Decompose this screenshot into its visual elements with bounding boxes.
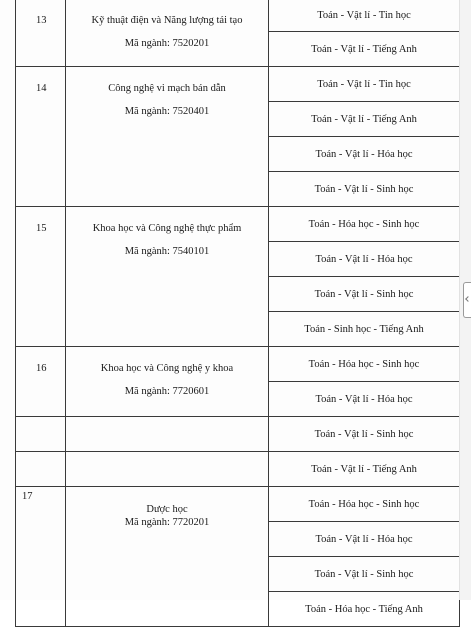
subject-combination: Toán - Hóa học - Sinh học (269, 347, 460, 382)
subject-combination: Toán - Vật lí - Hóa học (269, 382, 460, 417)
major-name: Khoa học và Công nghệ y khoa (100, 363, 234, 374)
subject-combination: Toán - Vật lí - Hóa học (269, 137, 460, 172)
major-cell (66, 487, 269, 627)
empty-cell (16, 452, 66, 487)
major-name: Khoa học và Công nghệ thực phẩm (92, 223, 242, 234)
subject-combination: Toán - Vật lí - Tiếng Anh (269, 32, 460, 67)
major-name: Kỹ thuật điện và Năng lượng tái tạo (91, 15, 243, 26)
major-cell (66, 67, 269, 207)
empty-cell (66, 417, 269, 452)
subject-combination: Toán - Vật lí - Tin học (269, 67, 460, 102)
major-code: Mã ngành: 7540101 (124, 246, 210, 257)
subject-combination: Toán - Sinh học - Tiếng Anh (269, 312, 460, 347)
subject-combination: Toán - Vật lí - Sinh học (269, 557, 460, 592)
major-code: Mã ngành: 7720601 (124, 386, 210, 397)
subject-combination: Toán - Hóa học - Sinh học (269, 207, 460, 242)
table-row (16, 67, 460, 102)
side-panel-toggle-icon[interactable] (463, 282, 471, 318)
empty-cell (66, 452, 269, 487)
majors-table (15, 0, 460, 627)
subject-combination: Toán - Vật lí - Sinh học (269, 277, 460, 312)
major-code: Mã ngành: 7520201 (124, 38, 210, 49)
row-number: 15 (16, 207, 66, 347)
subject-combination: Toán - Vật lí - Sinh học (269, 172, 460, 207)
subject-combination: Toán - Hóa học - Tiếng Anh (269, 592, 460, 627)
subject-combination: Toán - Vật lí - Tiếng Anh (269, 452, 460, 487)
table-row (16, 347, 460, 382)
table-row (16, 452, 460, 487)
major-cell (66, 207, 269, 347)
subject-combination: Toán - Vật lí - Hóa học (269, 522, 460, 557)
subject-combination: Toán - Vật lí - Tiếng Anh (269, 102, 460, 137)
row-number: 17 (16, 487, 66, 627)
major-cell (66, 0, 269, 67)
row-number: 14 (16, 67, 66, 207)
empty-cell (16, 417, 66, 452)
subject-combination: Toán - Vật lí - Hóa học (269, 242, 460, 277)
subject-combination: Toán - Vật lí - Tin học (269, 0, 460, 32)
major-cell (66, 347, 269, 417)
table-row (16, 207, 460, 242)
major-code: Mã ngành: 7720201 (124, 517, 210, 528)
major-name: Công nghệ vi mạch bán dẫn (108, 83, 226, 94)
major-name: Dược học (146, 504, 188, 515)
major-code: Mã ngành: 7520401 (124, 106, 210, 117)
table-row (16, 0, 460, 32)
subject-combination: Toán - Hóa học - Sinh học (269, 487, 460, 522)
row-number: 13 (16, 0, 66, 67)
table-row (16, 487, 460, 522)
table-row (16, 417, 460, 452)
subject-combination: Toán - Vật lí - Sinh học (269, 417, 460, 452)
row-number: 16 (16, 347, 66, 417)
